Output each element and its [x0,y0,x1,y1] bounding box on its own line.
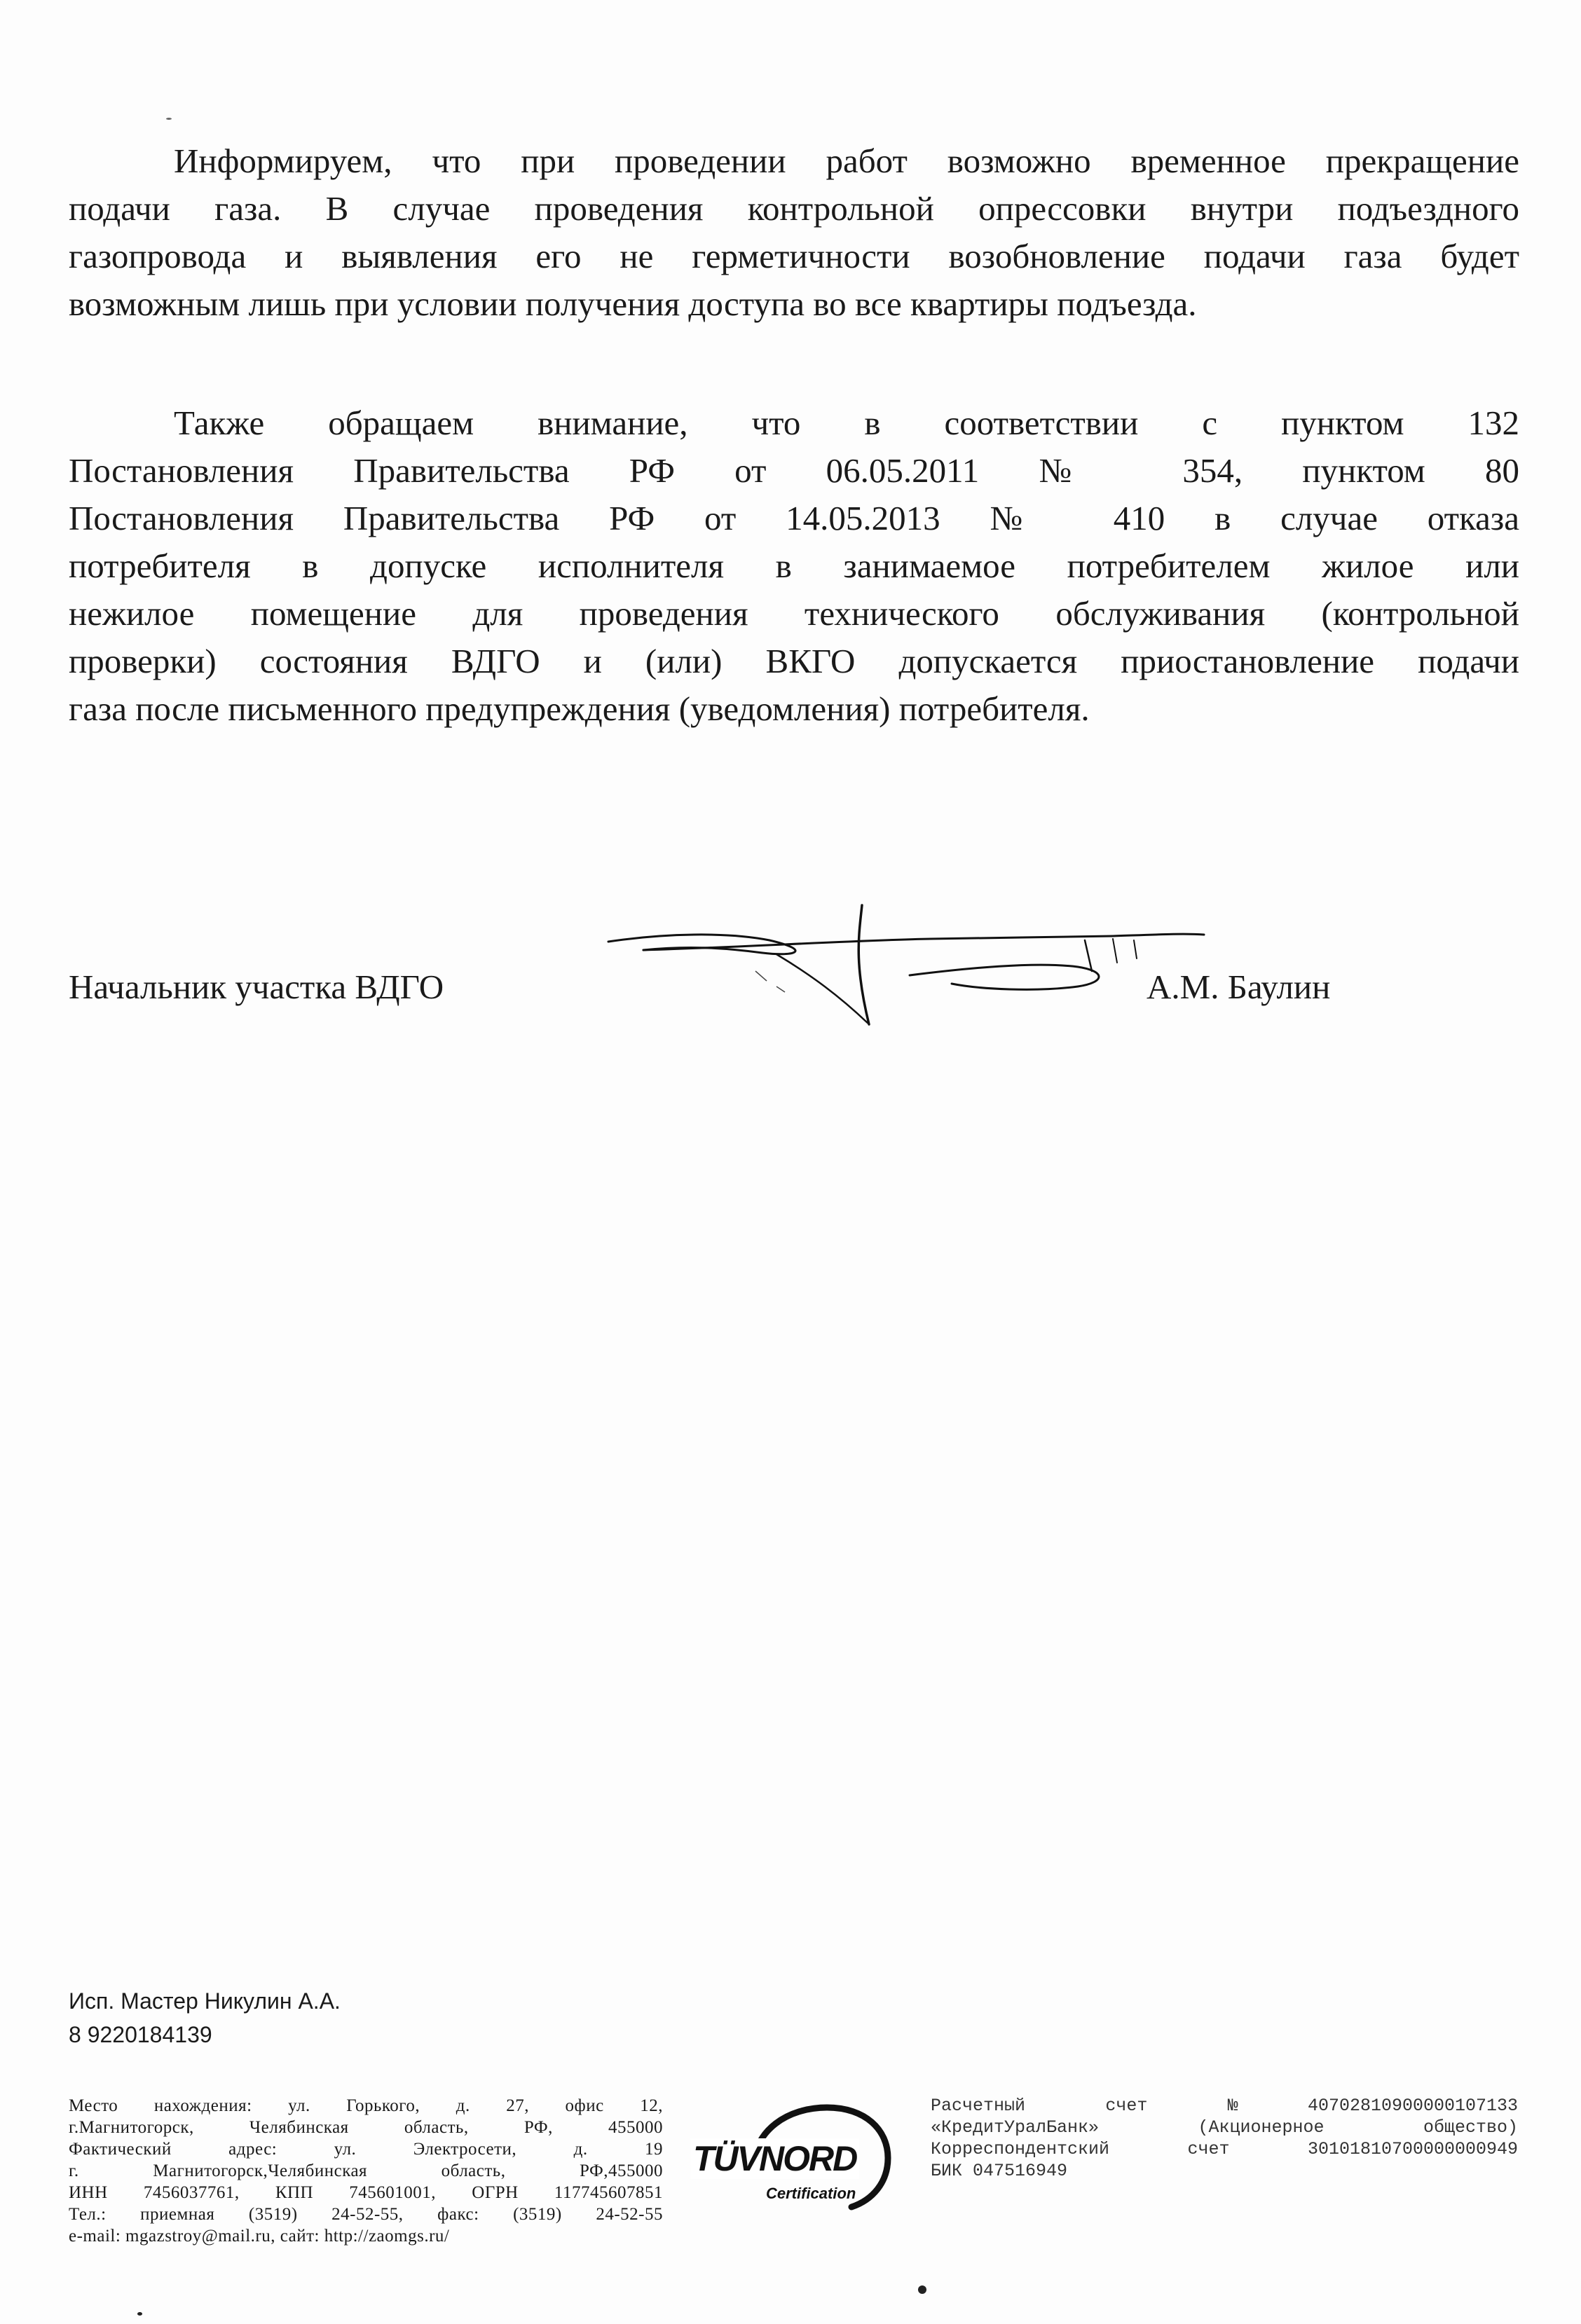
scan-speck [166,118,172,120]
contact-line: e-mail: mgazstroy@mail.ru, сайт: http://zaomgs.ru/ [69,2227,450,2246]
signature-block [69,954,1519,1038]
scan-speck [918,2285,926,2294]
address-line: ИНН 7456037761, КПП 745601001, ОГРН 117745607851 [69,2183,663,2202]
signatory-position: Начальник участка ВДГО [69,968,444,1006]
company-address-block [69,2095,663,2247]
executor-block [69,1984,341,2051]
address-line: г. Магнитогорск,Челябинская область, РФ,455000 [69,2161,663,2180]
paragraph-line: потребителя в допуске исполнителя в занимаемое потребителем жилое или [69,546,1519,585]
bank-details-block [931,2095,1518,2182]
paragraph-line: Также обращаем внимание, что в соответствии с пунктом 132 [174,404,1519,442]
address-line: г.Магнитогорск, Челябинская область, РФ, 455000 [69,2118,663,2137]
address-line: Тел.: приемная (3519) 24-52-55, факс: (3519) 24-52-55 [69,2205,663,2224]
paragraph-line: Постановления Правительства РФ от 14.05.2013 № 410 в случае отказа [69,499,1519,537]
scan-speck [137,2312,142,2316]
address-line: Место нахождения: ул. Горького, д. 27, офис 12, [69,2096,663,2115]
paragraph-line: Постановления Правительства РФ от 06.05.2011 № 354, пунктом 80 [69,451,1519,490]
paragraph-line: газопровода и выявления его не герметичности возобновление подачи газа будет [69,237,1519,275]
bank-detail-line: «КредитУралБанк» (Акционерное общество) [931,2117,1518,2138]
tuv-nord-logo [690,2102,894,2214]
paragraph-line: нежилое помещение для проведения технического обслуживания (контрольной [69,594,1519,633]
handwritten-signature [601,898,1218,1052]
bank-detail-line: БИК 047516949 [931,2161,1068,2181]
paragraph-line: газа после письменного предупреждения (уведомления) потребителя. [69,689,1090,728]
address-line: Фактический адрес: ул. Электросети, д. 19 [69,2140,663,2159]
signatory-name: А.М. Баулин [1147,968,1331,1006]
paragraph-line: проверки) состояния ВДГО и (или) ВКГО допускается приостановление подачи [69,642,1519,680]
bank-detail-line: Корреспондентский счет 30101810700000000949 [931,2139,1518,2159]
paragraph-line: подачи газа. В случае проведения контрольной опрессовки внутри подъездного [69,189,1519,228]
paragraph-line: Информируем, что при проведении работ возможно временное прекращение [174,142,1519,180]
bank-detail-line: Расчетный счет №40702810900000107133 [931,2096,1518,2116]
executor-name: Исп. Мастер Никулин А.А. [69,1988,341,2014]
paragraph-gas-interruption [69,137,1519,328]
paragraph-legal-notice [69,399,1519,733]
paragraph-line: возможным лишь при условии получения доступа во все квартиры подъезда. [69,284,1197,323]
logo-sub-text: Certification [766,2185,856,2202]
logo-brand-text: TÜVNORD [690,2138,859,2179]
executor-phone: 8 9220184139 [69,2022,212,2047]
